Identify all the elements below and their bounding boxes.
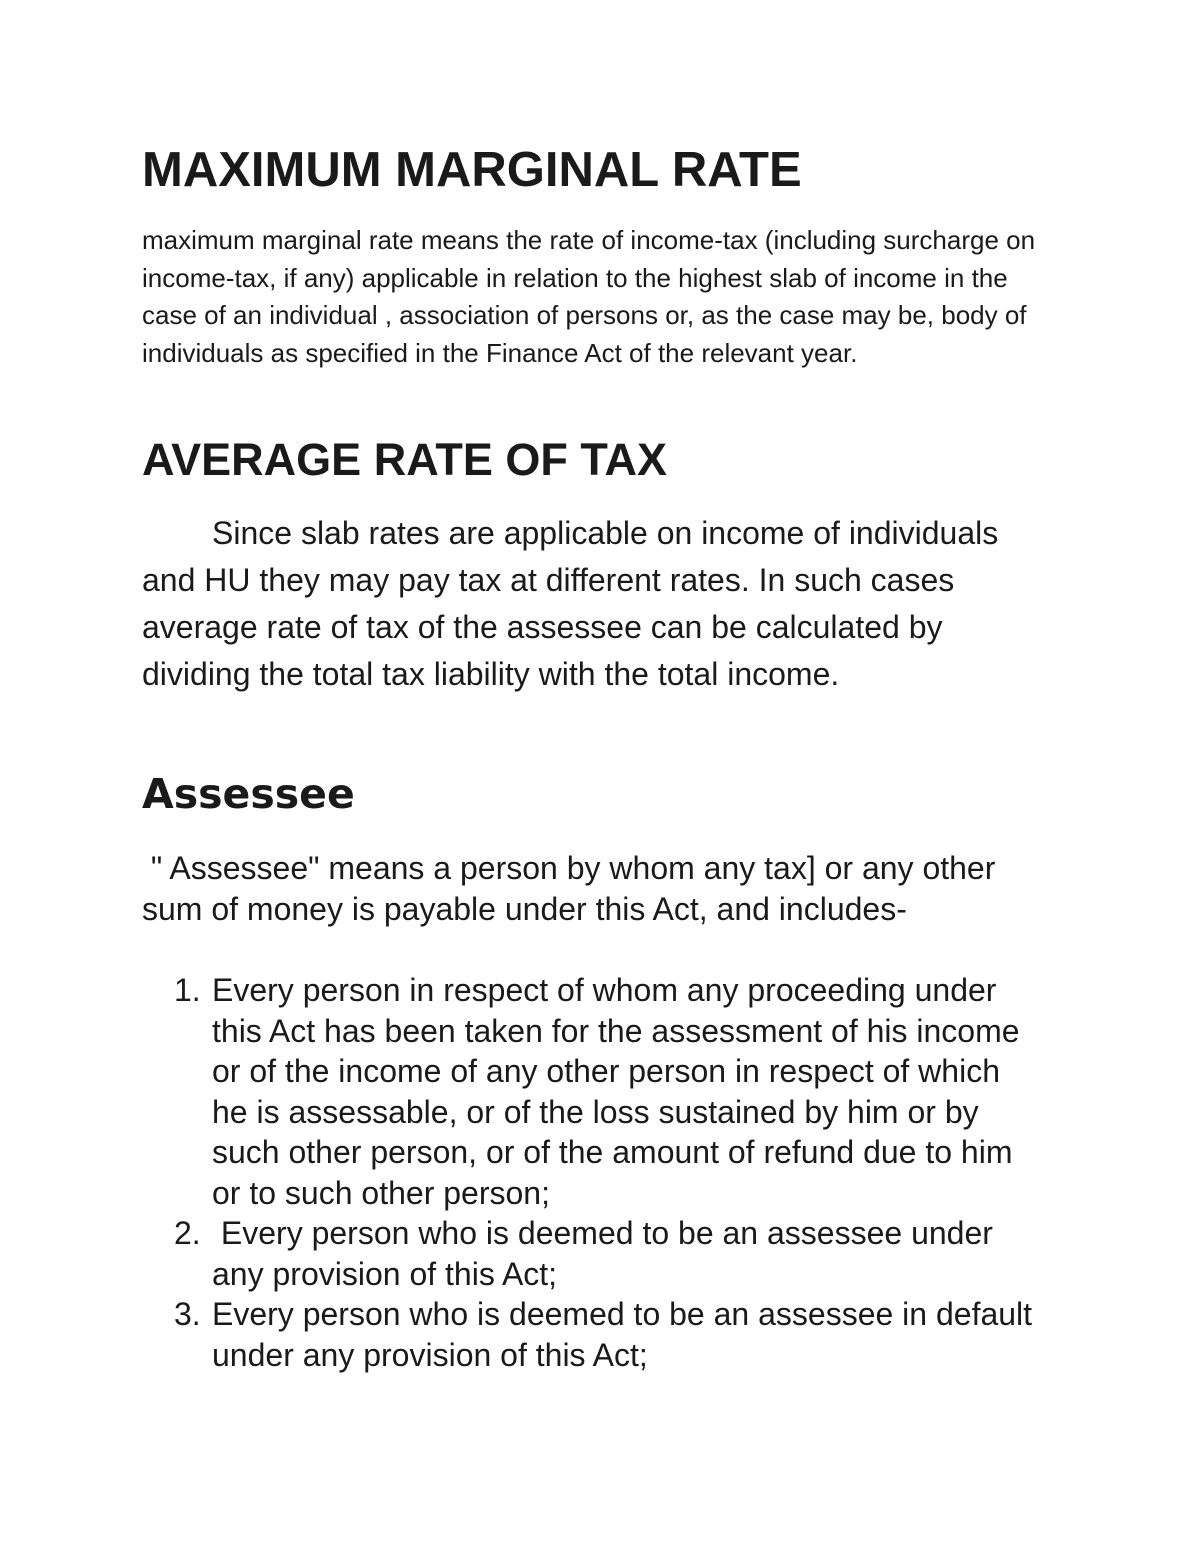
list-item-text: Every person in respect of whom any proceeding under this Act has been taken for the assessment of his income or of the income of any other person in respect of which he is assessable, or of the loss sustained by him or by such other person, or of the amount of refund due to him or to such other person; <box>212 972 1020 1211</box>
list-item <box>142 1294 1042 1375</box>
max-marginal-rate-paragraph: maximum marginal rate means the rate of income-tax (including surcharge on income-tax, if any) applicable in relation to the highest slab of income in the case of an individual , association of persons or, as the case may be, body of individuals as specified in the Finance Act of the relevant year. <box>142 225 1036 368</box>
assessee-definition: " Assessee" means a person by whom any tax] or any other sum of money is payable under this Act, and includes- <box>142 850 1005 927</box>
max-marginal-rate-heading: MAXIMUM MARGINAL RATE <box>142 143 802 197</box>
average-rate-heading: AVERAGE RATE OF TAX <box>142 434 668 485</box>
assessee-heading: Assessee <box>142 770 355 818</box>
list-item-text: Every person who is deemed to be an assessee in default under any provision of this Act; <box>212 1296 1033 1373</box>
list-item-number: 2. <box>174 1215 201 1251</box>
list-item <box>142 1213 1042 1294</box>
list-item-number: 1. <box>174 972 201 1008</box>
list-item <box>142 970 1042 1213</box>
assessee-includes-list <box>142 970 1042 1375</box>
list-item-text: Every person who is deemed to be an assessee under any provision of this Act; <box>212 1215 1002 1292</box>
list-item-number: 3. <box>174 1296 201 1332</box>
average-rate-paragraph: Since slab rates are applicable on income of individuals and HU they may pay tax at different rates. In such cases average rate of tax of the assessee can be calculated by dividing the total tax liability with the total income. <box>142 515 999 692</box>
